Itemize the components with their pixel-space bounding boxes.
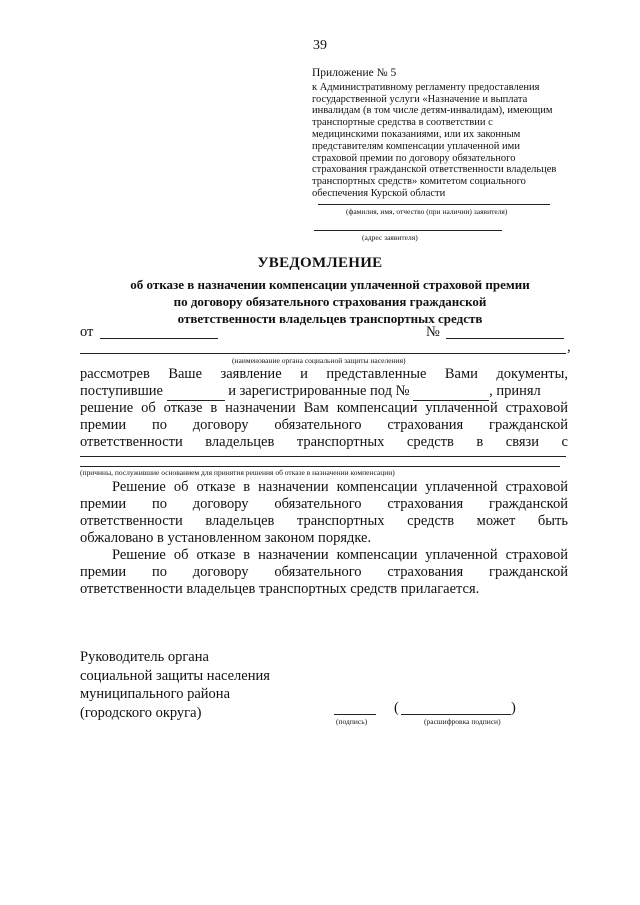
signature-caption: (подпись) [336,717,368,726]
appendix-line: страхования гражданской ответственности владельцев [312,164,557,176]
registration-number-field [413,383,489,401]
from-date-field [100,338,218,339]
signatory-line: (городского округа) [80,704,202,721]
number-label: № [426,324,440,340]
body-line: Решение об отказе в назначении компенсации уплаченной страховой [112,479,568,495]
body-line: ответственности владельцев транспортных средств прилагается. [80,581,480,597]
body-line: обжаловано в установленном законом порядке. [80,530,372,546]
appendix-line: государственной услуги «Назначение и выплата [312,93,528,105]
body-line: премии по договору обязательного страхования гражданской [80,417,568,433]
transcript-open-paren: ( [394,700,399,716]
organ-name-caption: (наименование органа социальной защиты населения) [232,356,406,365]
appendix-heading: Приложение № 5 [312,67,397,79]
signatory-line: муниципального района [80,686,230,702]
page-number: 39 [313,38,327,53]
notice-title: УВЕДОМЛЕНИЕ [257,255,383,271]
body-line: премии по договору обязательного страхования гражданской [80,564,568,580]
appendix-line: инвалидам (в том числе детям-инвалидам), имеющим [312,105,553,117]
reasons-field [80,456,566,457]
transcript-close-paren: ) [511,700,516,716]
body-line: премии по договору обязательного страхования гражданской [80,496,568,512]
body-line: ответственности владельцев транспортных средств в связи с [80,434,568,450]
applicant-address-caption: (адрес заявителя) [362,233,418,242]
organ-name-field [80,353,566,354]
applicant-name-field [318,204,550,205]
appendix-block [312,68,574,200]
signatory-line: Руководитель органа [80,649,209,665]
reasons-field [80,466,560,467]
body-line: Решение об отказе в назначении компенсации уплаченной страховой [112,547,568,563]
received-label: поступившие [80,383,163,399]
applicant-address-field [314,230,502,231]
body-line-received [80,383,568,401]
registered-label: и зарегистрированные под № [228,383,410,399]
signatory-block [80,648,270,722]
notice-subtitle-line: об отказе в назначении компенсации уплаченной страховой премии [130,277,530,292]
organ-comma: , [567,339,571,355]
signature-field [334,714,376,715]
notice-subtitle [70,276,590,327]
body-line: ответственности владельцев транспортных средств может быть [80,513,568,529]
signatory-line: социальной защиты населения [80,667,270,684]
body-line: рассмотрев Ваше заявление и представленные Вами документы, [80,366,568,382]
appendix-line: страховой премии по договору обязательного [312,152,516,164]
notice-subtitle-line: по договору обязательного страхования гражданской [173,294,487,309]
body-line: решение об отказе в назначении Вам компенсации уплаченной страховой [80,400,568,416]
appendix-line: медицинскими показаниями, или их законным [312,128,521,140]
appendix-line: транспортных средств» комитетом социального [312,176,526,188]
appendix-line: к Административному регламенту предоставления [312,81,540,93]
appendix-line: обеспечения Курской области [312,187,446,199]
applicant-name-caption: (фамилия, имя, отчество (при наличии) заявителя) [346,207,508,216]
accepted-label: , принял [489,383,541,399]
received-date-field [167,383,225,401]
notice-subtitle-line: ответственности владельцев транспортных средств [177,311,483,326]
from-label: от [80,324,94,340]
doc-number-field [446,338,564,339]
signature-transcript-field [401,714,511,715]
appendix-line: транспортные средства в соответствии с [312,117,493,129]
transcript-caption: (расшифровка подписи) [424,717,501,726]
appendix-line: представителям компенсации уплаченной ими [312,140,520,152]
reasons-caption: (причины, послужившие основанием для принятия решения об отказе в назначении компенсации) [80,468,395,477]
